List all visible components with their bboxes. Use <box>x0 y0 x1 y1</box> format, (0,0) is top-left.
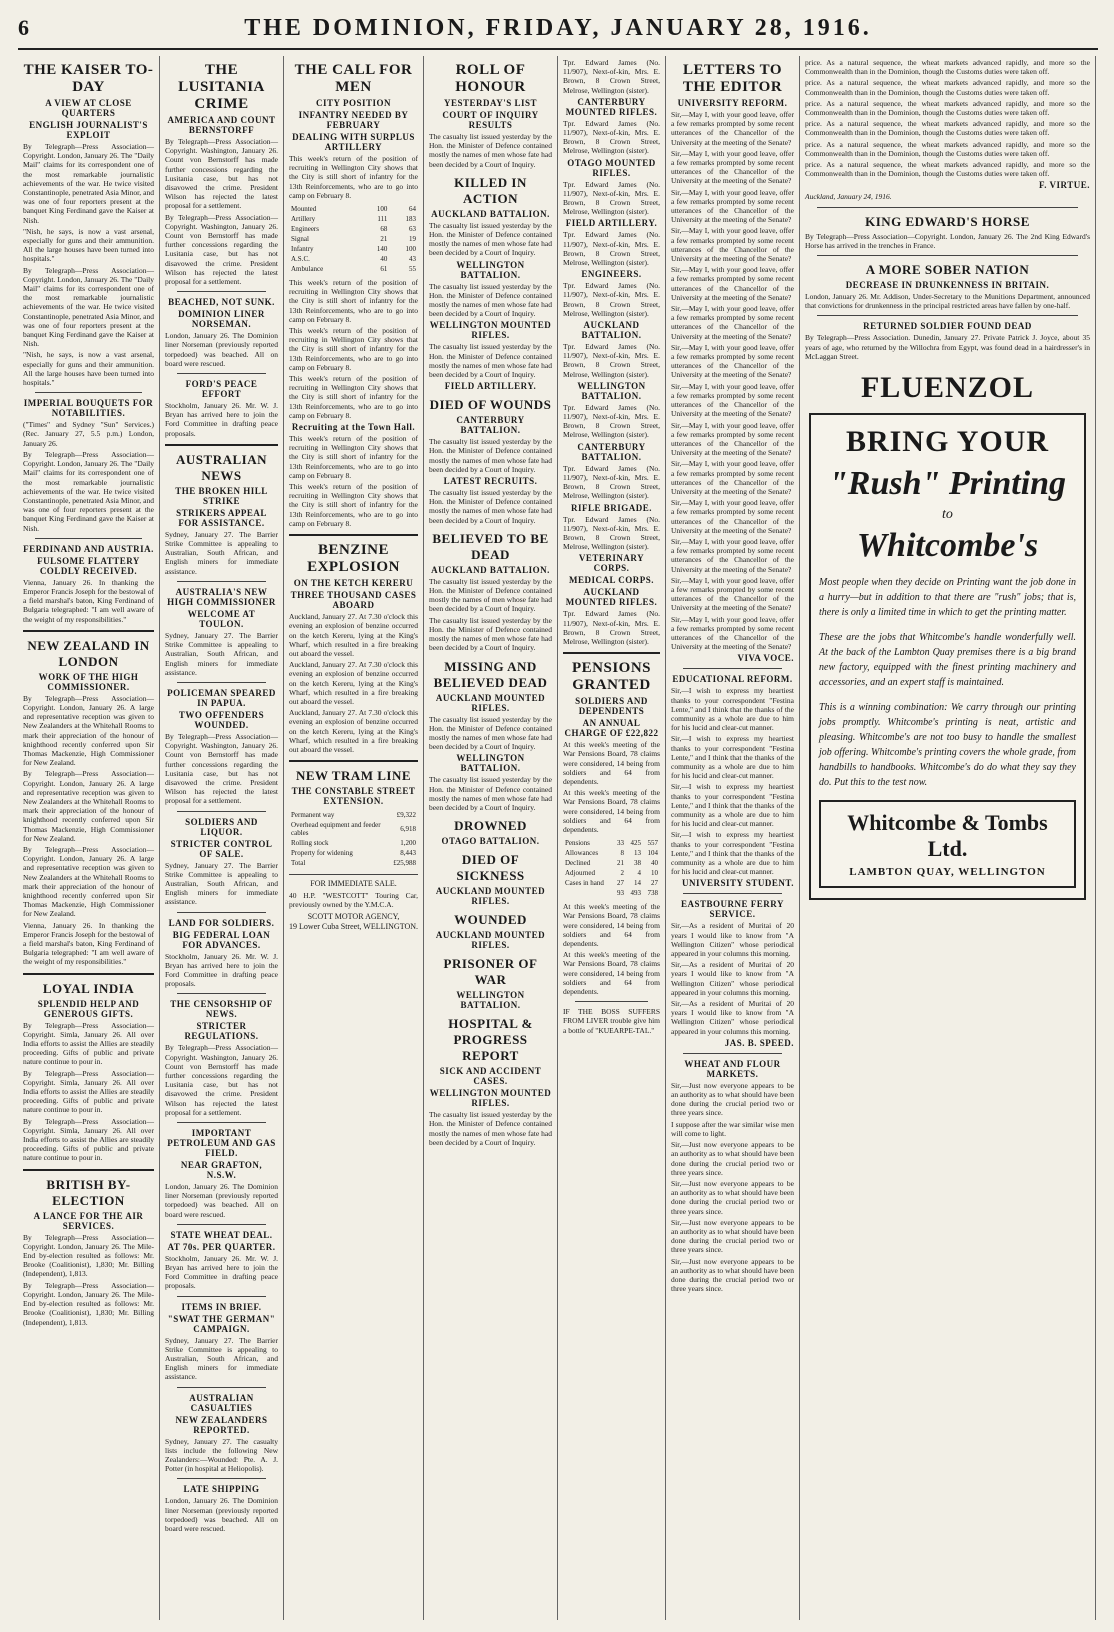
unit-heading: FIELD ARTILLERY. <box>444 381 537 392</box>
unit-heading: WELLINGTON BATTALION. <box>456 753 525 774</box>
letter-text: Sir,—May I, with your good leave, offer a few remarks prompted by some recent utterances of the Chancellor of the University at the meeting of the Senate? <box>671 498 794 535</box>
letter-signature: F. VIRTUE. <box>1039 180 1090 191</box>
subheadline: LAND FOR SOLDIERS. <box>168 917 275 928</box>
article-text: The casualty list issued yesterday by the Hon. the Minister of Defence contained mostly the names of men whose fate had been decided by a Court of Inquiry. <box>429 220 552 258</box>
letter-text: Sir,—Just now everyone appears to be an authority as to what should have been done during the crucial period two or three years since. <box>671 1256 794 1294</box>
article-text: By Telegraph—Press Association—Copyright. London, January 26. A large and representative reception was given to New Zealanders at the Whitehall Rooms to mark their appreciation of the honour of knighthood recently conferred upon Sir Thomas Mackenzie, High Commissioner for New Zealand. <box>23 844 154 919</box>
letter-text: Sir,—May I, with your good leave, offer a few remarks prompted by some recent utterances of the Chancellor of the University at the meeting of the Senate? <box>671 265 794 302</box>
article-text: Tpr. Edward James (No. 11/907), Next-of-kin, Mrs. E. Brown, 8 Crown Street, Melrose, Wellington (sister). <box>563 118 660 156</box>
unit-heading: CANTERBURY MOUNTED RIFLES. <box>565 96 658 117</box>
tram-cost-table <box>289 810 418 868</box>
letter-text: Sir,—May I, with your good leave, offer a few remarks prompted by some recent utterances of the Chancellor of the University at the meeting of the Senate? <box>671 536 794 574</box>
letter-text: price. As a natural sequence, the wheat markets advanced rapidly, and more so the Commonwealth than in the Dominion, though the Customs duties were taken off. <box>805 160 1090 179</box>
subheadline: STRICTER REGULATIONS. <box>184 1021 259 1042</box>
unit-heading: AUCKLAND BATTALION. <box>581 320 642 341</box>
headline: A MORE SOBER NATION <box>865 262 1030 278</box>
subheadline: FORD'S PEACE EFFORT <box>185 379 258 400</box>
letter-text: Sir,—May I, with your good leave, offer a few remarks prompted by some recent utterances of the Chancellor of the University at the meeting of the Senate? <box>671 148 794 186</box>
table-row: Permanent way £9,322 <box>291 811 416 820</box>
pensions-table <box>563 838 660 898</box>
article-text: This week's return of the position of recruiting in Wellington City shows that the City is still short of infantry for the 13th Reinforcements, who are to go into camp on February 8. <box>289 154 418 200</box>
article-text: By Telegraph—Press Association—Copyright. Washington, January 26. Count von Bernstorff has made further concessions regarding the Lusitania case, but has not disavowed the crime. President Wilson has rejected the latest proposal for a settlement. <box>165 731 278 806</box>
article-text: By Telegraph—Press Association—Copyright. Washington, January 26. Count von Bernstorff has made further concessions regarding the Lusitania case, but has not disavowed the crime. President Wilson has rejected the latest proposal for a settlement. <box>165 212 278 287</box>
article-text: Tpr. Edward James (No. 11/907), Next-of-kin, Mrs. E. Brown, 8 Crown Street, Melrose, Wellington (sister). <box>563 609 660 646</box>
article-text: Tpr. Edward James (No. 11/907), Next-of-kin, Mrs. E. Brown, 8 Crown Street, Melrose, Wellington (sister). <box>563 342 660 379</box>
article-text: The casualty list issued yesterday by the Hon. the Minister of Defence contained mostly the names of men whose fate had been decided by a Court of Inquiry. <box>429 488 552 525</box>
subheadline: AMERICA AND COUNT BERNSTORFF <box>167 115 276 135</box>
subheadline: THE BROKEN HILL STRIKE <box>175 485 268 506</box>
article-text: Tpr. Edward James (No. 11/907), Next-of-kin, Mrs. E. Brown, 8 Crown Street, Melrose, Wellington (sister). <box>563 463 660 501</box>
article-text: London, January 26. Mr. Addison, Under-Secretary to the Munitions Department, announced that convictions for drunkenness in the principal restricted areas have fallen by one-half. <box>805 292 1090 311</box>
article-text: ("Times" and Sydney "Sun" Services.) (Rec. January 27, 5.5 p.m.) London, January 26. <box>23 420 154 448</box>
unit-heading: AUCKLAND MOUNTED RIFLES. <box>435 886 546 907</box>
article-text: Sydney, January 27. The casualty lists include the following New Zealanders:—Wounded: Pte. A. J. Potter (in hospital at Heliopolis). <box>165 1436 278 1474</box>
unit-heading: VETERINARY CORPS. <box>578 553 645 574</box>
section-heading: MISSING AND BELIEVED DEAD <box>433 658 548 690</box>
subheadline: RETURNED SOLDIER FOUND DEAD <box>863 321 1032 332</box>
column-6 <box>666 56 800 1620</box>
unit-heading: MEDICAL CORPS. <box>568 575 654 586</box>
letter-text: Sir,—Just now everyone appears to be an authority as to what should have been done during the crucial period two or three years since. <box>671 1217 794 1255</box>
section-heading: WOUNDED <box>454 912 527 928</box>
article-text: The casualty list issued yesterday by the Hon. the Minister of Defence contained mostly the names of men whose fate had been decided by a Court of Inquiry. <box>429 576 552 614</box>
section-heading: KILLED IN ACTION <box>454 174 527 206</box>
whitcombes-advert <box>809 413 1086 900</box>
article-text: By Telegraph—Press Association—Copyright. London, January 26. The "Daily Mail" claims for its correspondent one of the most remarkable journalistic achievements of the war. He twice visited Constantinople, penetrated Asia Minor, and was one of four reporters present at the banquet King Ferdinand gave the Kaiser at Nish. <box>23 449 154 533</box>
subheadline: DEALING WITH SURPLUS ARTILLERY <box>292 132 415 152</box>
subheadline: STRIKERS APPEAL FOR ASSISTANCE. <box>176 507 267 528</box>
headline: LETTERS TO THE EDITOR <box>682 62 783 95</box>
letter-text: Sir,—May I, with your good leave, offer a few remarks prompted by some recent utterances of the Chancellor of the University at the meeting of the Senate? <box>671 110 794 147</box>
section-heading: DIED OF WOUNDS <box>429 397 552 413</box>
article-text: "Nish, he says, is now a vast arsenal, especially for guns and their ammunition. All the large houses have been turned into hospitals." <box>23 226 154 264</box>
subheadline: BIG FEDERAL LOAN FOR ADVANCES. <box>172 929 271 950</box>
article-text: By Telegraph—Press Association—Copyright. London, January 26. The "Daily Mail" claims for its correspondent one of the most remarkable journalistic achievements of the war. He twice visited Constantinople, penetrated Asia Minor, and was one of four reporters present at the banquet King Ferdinand gave the Kaiser at Nish. <box>23 265 154 349</box>
article-text: At this week's meeting of the War Pensions Board, 78 claims were considered, 14 being from soldiers and 64 from dependents. <box>563 788 660 834</box>
article-text: Vienna, January 26. In thanking the Emperor Francis Joseph for the bestowal of a field marshal's baton, King Ferdinand of Bulgaria telegraphed: "I am well aware of the weight of my responsibilities." <box>23 577 154 624</box>
headline: NEW TRAM LINE <box>295 768 412 784</box>
subheadline: WORK OF THE HIGH COMMISSIONER. <box>38 671 139 692</box>
letter-signature: UNIVERSITY STUDENT. <box>681 878 794 889</box>
article-text: This week's return of the position of recruiting in Wellington City shows that the City is still short of infantry for the 13th Reinforcements, who are to go into camp on February 8. <box>289 434 418 480</box>
letter-text: Sir,—Just now everyone appears to be an authority as to what should have been done during the crucial period two or three years since. <box>671 1178 794 1216</box>
letter-text: Sir,—May I, with your good leave, offer a few remarks prompted by some recent utterances of the Chancellor of the University at the meeting of the Senate? <box>671 420 794 458</box>
table-row: A.S.C. 40 43 <box>291 255 416 264</box>
column-3 <box>284 56 424 1620</box>
article-text: By Telegraph—Press Association—Copyright. London, January 26. The Mile-End by-election resulted as follows: Mr. Brooke (Coalitionist), 1,830; Mr. Billing (Independent), 1,813. <box>23 1232 154 1279</box>
letter-text: Sir,—May I, with your good leave, offer a few remarks prompted by some recent utterances of the Chancellor of the University at the meeting of the Senate? <box>671 304 794 341</box>
letter-text: Sir,—May I, with your good leave, offer a few remarks prompted by some recent utterances of the Chancellor of the University at the meeting of the Senate? <box>671 226 794 264</box>
masthead <box>18 8 1098 50</box>
newspaper-title: THE DOMINION, FRIDAY, JANUARY 28, 1916. <box>244 14 872 41</box>
unit-heading: CANTERBURY BATTALION. <box>456 415 525 436</box>
table-row: Engineers 68 63 <box>291 225 416 234</box>
subheadline: AUSTRALIA'S NEW HIGH COMMISSIONER <box>167 586 276 607</box>
headline: THE KAISER TO-DAY <box>23 62 154 95</box>
unit-heading: CANTERBURY BATTALION. <box>577 441 646 462</box>
unit-heading: WELLINGTON BATTALION. <box>456 990 525 1011</box>
article-text: Tpr. Edward James (No. 11/907), Next-of-kin, Mrs. E. Brown, 8 Crown Street, Melrose, Wellington (sister). <box>563 230 660 268</box>
article-text: The casualty list issued yesterday by the Hon. the Minister of Defence contained mostly the names of men whose fate had been decided by a Court of Inquiry. <box>429 342 552 380</box>
unit-heading: OTAGO BATTALION. <box>441 836 540 847</box>
article-text: The casualty list issued yesterday by the Hon. the Minister of Defence contained mostly the names of men whose fate had been decided by a Court of Inquiry. <box>429 714 552 752</box>
table-row: Overhead equipment and feeder cables 6,918 <box>291 821 416 838</box>
headline: LOYAL INDIA <box>42 980 135 996</box>
table-row: Total £25,988 <box>291 859 416 868</box>
subheadline: "SWAT THE GERMAN" CAMPAIGN. <box>167 1313 276 1334</box>
article-text: By Telegraph—Press Association—Copyright. London, January 26. A large and representative reception was given to New Zealanders at the Whitehall Rooms to mark their appreciation of the honour of knighthood recently conferred upon Sir Thomas Mackenzie, High Commissioner for New Zealand. <box>23 693 154 768</box>
page-number: 6 <box>18 15 29 40</box>
subheadline: AUSTRALIAN CASUALTIES <box>189 1392 254 1413</box>
letter-text: Sir,—May I, with your good leave, offer a few remarks prompted by some recent utterances of the Chancellor of the University at the meeting of the Senate? <box>671 459 794 496</box>
article-text: At this week's meeting of the War Pensions Board, 78 claims were considered, 14 being from soldiers and 64 from dependents. <box>563 902 660 948</box>
letter-text: Sir,—As a resident of Muritai of 20 years I would like to know from "A Wellington Citizen" whose periodical appeared in your columns this morning. <box>671 999 794 1036</box>
fluenzol-advert: FLUENZOL <box>860 371 1035 405</box>
article-text: By Telegraph—Press Association—Copyright. Washington, January 26. Count von Bernstorff has made further concessions regarding the Lusitania case, but has not disavowed the crime. President Wilson has rejected the latest proposal for a settlement. <box>165 137 278 211</box>
article-text: This week's return of the position of recruiting in Wellington City shows that the City is still short of infantry for the 13th Reinforcements, who are to go into camp on February 8. <box>289 374 418 420</box>
article-text: The casualty list issued yesterday by the Hon. the Minister of Defence contained mostly the names of men whose fate had been decided by a Court of Inquiry. <box>429 1110 552 1147</box>
column-1 <box>18 56 160 1620</box>
unit-heading: ENGINEERS. <box>581 269 642 280</box>
subheadline: IMPERIAL BOUQUETS FOR NOTABILITIES. <box>23 398 154 419</box>
advert-body: This is a winning combination: We carry through our printing jobs promptly. Whitcombe's printing is neat, artistic and pleasing. Whitcombe's are not too busy to handle the smallest job offering. Whitcombe's printing covers the whole grade, from handbills to handbooks. Whitcombe's do do what they say they do. Put this to the test now. <box>819 702 1076 789</box>
subheadline: STATE WHEAT DEAL. <box>170 1229 273 1240</box>
unit-heading: AUCKLAND BATTALION. <box>431 208 550 219</box>
letter-text: price. As a natural sequence, the wheat markets advanced rapidly, and more so the Commonwealth than in the Dominion, though the Customs duties were taken off. <box>805 58 1090 77</box>
article-text: The casualty list issued yesterday by the Hon. the Minister of Defence contained mostly the names of men whose fate had been decided by a Court of Inquiry. <box>429 281 552 319</box>
advert-heading: BRING YOUR <box>845 425 1050 459</box>
advert-title: FOR IMMEDIATE SALE. <box>310 879 397 889</box>
unit-heading: WELLINGTON MOUNTED RIFLES. <box>429 1088 552 1109</box>
article-text: Auckland, January 27. At 7.30 o'clock this evening an explosion of benzine occurred on the ketch Kereru, lying at the King's Wharf, which resulted in a fire breaking out aboard the vessel. <box>289 612 418 658</box>
table-row: Pensions 33 425 557 <box>565 839 658 848</box>
advert-footer <box>819 800 1076 888</box>
letter-signature: JAS. B. SPEED. <box>724 1037 794 1048</box>
car-sale-advert <box>289 874 418 931</box>
table-row: Cases in hand 27 14 27 <box>565 879 658 888</box>
column-2 <box>160 56 284 1620</box>
letter-text: Sir,—I wish to express my heartiest thanks to your correspondent "Festina Lente," and I think that the thanks of the community as a whole are due to him for his lucid and clear-cut manner. <box>671 734 794 781</box>
article-text: Tpr. Edward James (No. 11/907), Next-of-kin, Mrs. E. Brown, 8 Crown Street, Melrose, Wellington (sister). <box>563 281 660 318</box>
letter-text: Sir,—I wish to express my heartiest thanks to your correspondent "Festina Lente," and I think that the thanks of the community as a whole are due to him for his lucid and clear-cut manner. <box>671 830 794 877</box>
subheadline: SPLENDID HELP AND GENEROUS GIFTS. <box>37 998 140 1019</box>
article-text: By Telegraph—Press Association—Copyright. Simla, January 26. All over India efforts to assist the Allies are steadily proceeding. Gifts of public and private nature continue to pour in. <box>23 1020 154 1067</box>
subheadline: SICK AND ACCIDENT CASES. <box>439 1066 542 1087</box>
article-text: By Telegraph—Press Association. Dunedin, January 27. Private Patrick J. Joyce, about 35 years of age, who returned by the Willochra from Egypt, was found dead in a hairdresser's in McLaggan Street. <box>805 333 1090 361</box>
advert-text: 40 H.P. "WESTCOTT" Touring Car, previously owned by the Y.M.C.A. <box>289 891 418 910</box>
subheadline: NEW ZEALANDERS REPORTED. <box>175 1414 268 1435</box>
article-text: At this week's meeting of the War Pensions Board, 78 claims were considered, 14 being from soldiers and 64 from dependents. <box>563 950 660 996</box>
unit-heading: RIFLE BRIGADE. <box>570 502 652 513</box>
letter-text: Sir,—As a resident of Muritai of 20 years I would like to know from "A Wellington Citizen" whose periodical appeared in your columns this morning. <box>671 960 794 997</box>
article-text: Auckland, January 27. At 7.30 o'clock this evening an explosion of benzine occurred on the ketch Kereru, lying at the King's Wharf, which resulted in a fire breaking out aboard the vessel. <box>289 708 418 754</box>
article-text: The casualty list issued yesterday by the Hon. the Minister of Defence contained mostly the names of men whose fate had been decided by a Court of Inquiry. <box>429 132 552 169</box>
advert-body: These are the jobs that Whitcombe's handle wonderfully well. At the back of the Lambton Quay premises there is a big brand new factory, equipped with the finest printing machinery and accessories, and an expert staff is maintained. <box>819 632 1076 689</box>
article-text: By Telegraph—Press Association—Copyright. Simla, January 26. All over India efforts to assist the Allies are steadily proceeding. Gifts of public and private nature continue to pour in. <box>23 1116 154 1163</box>
article-text: The casualty list issued yesterday by the Hon. the Minister of Defence contained mostly the names of men whose fate had been decided by a Court of Inquiry. <box>429 775 552 812</box>
column-4 <box>424 56 558 1620</box>
article-text: London, January 26. The Dominion liner Norseman (previously reported torpedoed) was beached. All on board were rescued. <box>165 1181 278 1219</box>
letter-text: Sir,—May I, with your good leave, offer a few remarks prompted by some recent utterances of the Chancellor of the University at the meeting of the Senate? <box>671 342 794 380</box>
subheadline: A LANCE FOR THE AIR SERVICES. <box>33 1210 144 1231</box>
letter-text: Sir,—Just now everyone appears to be an authority as to what should have been done during the crucial period two or three years since. <box>671 1140 794 1177</box>
advert-heading: Whitcombe's <box>856 527 1039 565</box>
unit-heading: LATEST RECRUITS. <box>443 476 538 487</box>
unit-heading: AUCKLAND MOUNTED RIFLES. <box>435 692 546 713</box>
subheadline: THE CONSTABLE STREET EXTENSION. <box>291 786 416 807</box>
table-row: 93 493 738 <box>617 889 658 898</box>
subheadline: BEACHED, NOT SUNK. <box>168 297 275 308</box>
subheadline: AT 70s. PER QUARTER. <box>167 1241 276 1252</box>
subheadline: AN ANNUAL CHARGE OF £22,822 <box>564 718 659 739</box>
article-text: Tpr. Edward James (No. 11/907), Next-of-kin, Mrs. E. Brown, 8 Crown Street, Melrose, Wellington (sister). <box>563 402 660 440</box>
subheadline: CITY POSITION <box>316 98 391 108</box>
unit-heading: OTAGO MOUNTED RIFLES. <box>567 157 656 178</box>
subheadline: EASTBOURNE FERRY SERVICE. <box>681 899 784 920</box>
advert-text: IF THE BOSS SUFFERS FROM LIVER trouble give him a bottle of "KUEARPE-TAL." <box>563 1007 660 1035</box>
unit-heading: AUCKLAND MOUNTED RIFLES. <box>435 930 546 951</box>
unit-heading: AUCKLAND MOUNTED RIFLES. <box>565 587 658 608</box>
letter-text: Sir,—I wish to express my heartiest thanks to your correspondent "Festina Lente," and I think that the thanks of the community as a whole are due to him for his lucid and clear-cut manner. <box>671 782 794 829</box>
subheadline: FULSOME FLATTERY COLDLY RECEIVED. <box>37 555 140 576</box>
subheadline: ENGLISH JOURNALIST'S EXPLOIT <box>29 120 148 140</box>
article-text: This week's return of the position of recruiting in Wellington City shows that the City is still short of infantry for the 13th Reinforcements, who are to go into camp on February 8. <box>289 278 418 324</box>
article-text: Sydney, January 27. The Barrier Strike Committee is appealing to Australian, South African, and English miners for immediate assistance. <box>165 1335 278 1382</box>
subheadline: LATE SHIPPING <box>183 1484 260 1495</box>
section-heading: BELIEVED TO BE DEAD <box>432 530 549 562</box>
letter-text: Sir,—May I, with your good leave, offer a few remarks prompted by some recent utterances of the Chancellor of the University at the meeting of the Senate? <box>671 575 794 613</box>
subheadline: THREE THOUSAND CASES ABOARD <box>290 590 417 611</box>
section-heading: PRISONER OF WAR <box>443 956 538 988</box>
article-text: Tpr. Edward James (No. 11/907), Next-of-kin, Mrs. E. Brown, 8 Crown Street, Melrose, Wellington (sister). <box>563 58 660 95</box>
subheadline: DOMINION LINER NORSEMAN. <box>178 309 265 330</box>
article-text: By Telegraph—Press Association—Copyright. Washington, January 26. Count von Bernstorff has made further concessions regarding the Lusitania case, but has not disavowed the crime. President Wilson has rejected the latest proposal for a settlement. <box>165 1043 278 1117</box>
unit-heading: AUCKLAND BATTALION. <box>431 564 550 575</box>
advert-heading: to <box>942 507 953 523</box>
subheadline: POLICEMAN SPEARED IN PAPUA. <box>167 687 276 708</box>
subheadline: Recruiting at the Town Hall. <box>291 422 416 433</box>
subheadline: ITEMS IN BRIEF. <box>181 1301 262 1312</box>
subheadline: A VIEW AT CLOSE QUARTERS <box>45 98 132 118</box>
table-row: Artillery 111 183 <box>291 215 416 224</box>
headline: BENZINE EXPLOSION <box>307 542 400 576</box>
letter-text: price. As a natural sequence, the wheat markets advanced rapidly, and more so the Commonwealth than in the Dominion, though the Customs duties were taken off. <box>805 139 1090 158</box>
recruiting-table <box>289 204 418 274</box>
article-text: At this week's meeting of the War Pensions Board, 78 claims were considered, 14 being from soldiers and 64 from dependents. <box>563 740 660 786</box>
table-row: Allowances 8 13 104 <box>565 849 658 858</box>
table-row: Ambulance 61 55 <box>291 265 416 274</box>
article-text: The casualty list issued yesterday by the Hon. the Minister of Defence contained mostly the names of men whose fate had been decided by a Court of Inquiry. <box>429 615 552 653</box>
letter-text: Sir,—May I, with your good leave, offer a few remarks prompted by some recent utterances of the Chancellor of the University at the meeting of the Senate? <box>671 614 794 652</box>
advert-firm: SCOTT MOTOR AGENCY, <box>307 911 400 921</box>
section-heading: DROWNED <box>454 818 527 834</box>
subheadline: WHEAT AND FLOUR MARKETS. <box>684 1058 781 1079</box>
letter-text: Sir,—May I, with your good leave, offer a few remarks prompted by some recent utterances of the Chancellor of the University at the meeting of the Senate? <box>671 187 794 225</box>
article-text: By Telegraph—Press Association—Copyright. London, January 26. A large and representative reception was given to New Zealanders at the Whitehall Rooms to mark their appreciation of the honour of knighthood recently conferred upon Sir Thomas Mackenzie, High Commissioner for New Zealand. <box>23 769 154 843</box>
advert-body: Most people when they decide on Printing want the job done in a hurry—but in addition to that there are "rush" jobs; that is, there is only a limited time in which to get the printing matter. <box>819 577 1076 619</box>
letter-text: Sir,—As a resident of Muritai of 20 years I would like to know from "A Wellington Citizen" whose periodical appeared in your columns this morning. <box>671 921 794 959</box>
unit-heading: WELLINGTON MOUNTED RIFLES. <box>429 320 552 341</box>
article-text: "Nish, he says, is now a vast arsenal, especially for guns and their ammunition. All the large houses have been turned into hospitals." <box>23 350 154 388</box>
article-text: Auckland, January 27. At 7.30 o'clock this evening an explosion of benzine occurred on the ketch Kereru, lying at the King's Wharf, which resulted in a fire breaking out aboard the vessel. <box>289 660 418 706</box>
letter-text: price. As a natural sequence, the wheat markets advanced rapidly, and more so the Commonwealth than in the Dominion, though the Customs duties were taken off. <box>805 78 1090 97</box>
subheadline: IMPORTANT PETROLEUM AND GAS FIELD. <box>167 1127 276 1158</box>
letter-signature: VIVA VOCE. <box>737 653 794 664</box>
subheadline: WELCOME AT TOULON. <box>187 608 256 629</box>
letter-text: price. As a natural sequence, the wheat markets advanced rapidly, and more so the Commonwealth than in the Dominion, though the Customs duties were taken off. <box>805 119 1090 138</box>
article-text: By Telegraph—Press Association—Copyright. Simla, January 26. All over India efforts to assist the Allies are steadily proceeding. Gifts of public and private nature continue to pour in. <box>23 1068 154 1115</box>
subheadline: UNIVERSITY REFORM. <box>677 98 788 108</box>
headline: PENSIONS GRANTED <box>571 660 652 694</box>
article-text: Stockholm, January 26. Mr. W. J. Bryan has arrived here to join the Ford Committee in drafting peace proposals. <box>165 951 278 989</box>
subheadline: SOLDIERS AND LIQUOR. <box>185 816 258 837</box>
table-row: Property for widening 8,443 <box>291 849 416 858</box>
table-row: Declined 21 38 40 <box>565 859 658 868</box>
headline: BRITISH BY-ELECTION <box>46 1176 131 1208</box>
advert-heading: "Rush" Printing <box>828 465 1067 503</box>
letter-text: Sir,—May I, with your good leave, offer a few remarks prompted by some recent utterances of the Chancellor of the University at the meeting of the Senate? <box>671 381 794 419</box>
article-text: Sydney, January 27. The Barrier Strike Committee is appealing to Australian, South African, and English miners for immediate assistance. <box>165 860 278 907</box>
letter-text: price. As a natural sequence, the wheat markets advanced rapidly, and more so the Commonwealth than in the Dominion, though the Customs duties were taken off. <box>805 98 1090 118</box>
article-text: Stockholm, January 26. Mr. W. J. Bryan has arrived here to join the Ford Committee in drafting peace proposals. <box>165 1253 278 1291</box>
subheadline: DECREASE IN DRUNKENNESS IN BRITAIN. <box>845 280 1050 291</box>
unit-heading: WELLINGTON BATTALION. <box>456 259 525 280</box>
article-text: Tpr. Edward James (No. 11/907), Next-of-kin, Mrs. E. Brown, 8 Crown Street, Melrose, Wellington (sister). <box>563 179 660 217</box>
section-heading: DIED OF SICKNESS <box>456 852 525 884</box>
subheadline: FERDINAND AND AUSTRIA. <box>23 543 154 554</box>
subheadline: EDUCATIONAL REFORM. <box>672 674 793 685</box>
subheadline: SOLDIERS AND DEPENDENTS <box>575 696 648 717</box>
article-text: The casualty list issued yesterday by the Hon. the Minister of Defence contained mostly the names of men whose fate had been decided by a Court of Inquiry. <box>429 437 552 474</box>
subheadline: TWO OFFENDERS WOUNDED. <box>178 709 265 730</box>
table-row: Infantry 140 100 <box>291 245 416 254</box>
unit-heading: FIELD ARTILLERY. <box>565 218 658 229</box>
article-text: By Telegraph—Press Association—Copyright. London, January 26. The "Daily Mail" claims for its correspondent one of the most remarkable journalistic achievements of the war. He twice visited Constantinople, penetrated Asia Minor, and was one of four reporters present at the banquet King Ferdinand gave the Kaiser at Nish. <box>23 142 154 225</box>
advert-address: LAMBTON QUAY, WELLINGTON <box>849 866 1046 879</box>
column-5 <box>558 56 666 1620</box>
letter-dateline: Auckland, January 24, 1916. <box>805 192 892 202</box>
table-row: Rolling stock 1,200 <box>291 839 416 848</box>
subheadline: NEAR GRAFTON, N.S.W. <box>180 1159 263 1180</box>
table-row: Adjourned 2 4 10 <box>565 869 658 878</box>
article-text: Tpr. Edward James (No. 11/907), Next-of-kin, Mrs. E. Brown, 8 Crown Street, Melrose, Wellington (sister). <box>563 514 660 552</box>
letter-text: Sir,—I wish to express my heartiest thanks to your correspondent "Festina Lente," and I think that the thanks of the community as a whole are due to him for his lucid and clear-cut manner. <box>671 686 794 733</box>
advert-address: 19 Lower Cuba Street, WELLINGTON. <box>289 921 419 931</box>
table-row: Mounted 100 64 <box>291 205 416 214</box>
article-text: By Telegraph—Press Association—Copyright. London, January 26. The 2nd King Edward's Horse has arrived in the trenches in France. <box>805 231 1090 250</box>
headline: KING EDWARD'S HORSE <box>865 213 1030 229</box>
advert-firm: Whitcombe & Tombs Ltd. <box>847 810 1048 862</box>
subheadline: STRICTER CONTROL OF SALE. <box>170 838 273 859</box>
headline: THE CALL FOR MEN <box>294 62 413 95</box>
letter-text: I suppose after the war similar wise men will come to light. <box>671 1119 794 1138</box>
article-text: This week's return of the position of recruiting in Wellington City shows that the City is still short of infantry for the 13th Reinforcements, who are to go into camp on February 8. <box>289 326 418 372</box>
section-heading: HOSPITAL & PROGRESS REPORT <box>448 1016 533 1064</box>
table-row: Signal 21 19 <box>291 235 416 244</box>
subheadline: COURT OF INQUIRY RESULTS <box>442 110 539 130</box>
unit-heading: WELLINGTON BATTALION. <box>577 380 646 401</box>
article-text: Sydney, January 27. The Barrier Strike Committee is appealing to Australian, South African, and English miners for immediate assistance. <box>165 630 278 677</box>
subheadline: THE CENSORSHIP OF NEWS. <box>170 999 273 1020</box>
article-text: Stockholm, January 26. Mr. W. J. Bryan has arrived here to join the Ford Committee in drafting peace proposals. <box>165 401 278 438</box>
article-text: This week's return of the position of recruiting in Wellington City shows that the City is still short of infantry for the 13th Reinforcements, who are to go into camp on February 8. <box>289 482 418 528</box>
headline: THE LUSITANIA CRIME <box>178 62 265 112</box>
subheadline: INFANTRY NEEDED BY FEBRUARY <box>298 110 409 130</box>
article-text: Vienna, January 26. In thanking the Emperor Francis Joseph for the bestowal of a field marshal's baton, King Ferdinand of Bulgaria telegraphed: "I am well aware of the weight of my responsibilities." <box>23 920 154 967</box>
headline: ROLL OF HONOUR <box>455 62 526 95</box>
article-text: London, January 26. The Dominion liner Norseman (previously reported torpedoed) was beached. All on board were rescued. <box>165 331 278 368</box>
headline: AUSTRALIAN NEWS <box>176 451 267 483</box>
article-text: By Telegraph—Press Association—Copyright. London, January 26. The Mile-End by-election resulted as follows: Mr. Brooke (Coalitionist), 1,830; Mr. Billing (Independent), 1,813. <box>23 1280 154 1327</box>
letter-text: Sir,—Just now everyone appears to be an authority as to what should have been done during the crucial period two or three years since. <box>671 1080 794 1118</box>
article-text: Sydney, January 27. The Barrier Strike Committee is appealing to Australian, South African, and English miners for immediate assistance. <box>165 529 278 576</box>
subheadline: YESTERDAY'S LIST <box>444 98 537 108</box>
column-7 <box>800 56 1096 1620</box>
headline: NEW ZEALAND IN LONDON <box>27 637 150 669</box>
article-text: London, January 26. The Dominion liner Norseman (previously reported torpedoed) was beached. All on board were rescued. <box>165 1496 278 1534</box>
subheadline: ON THE KETCH KERERU <box>293 578 414 589</box>
